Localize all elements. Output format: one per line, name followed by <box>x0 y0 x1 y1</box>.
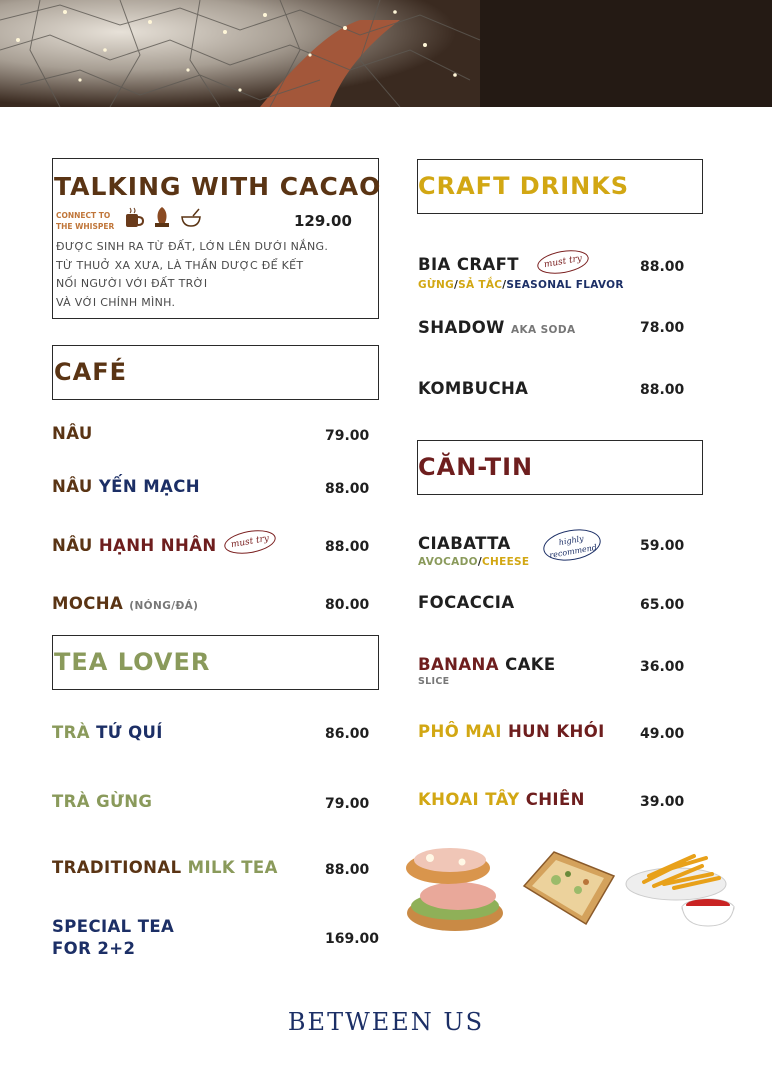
item-name-part: PHÔ MAI <box>418 722 502 741</box>
flavor-label: GỪNG <box>418 279 454 291</box>
craft-item-bia-craft: BIA CRAFT <box>418 255 519 274</box>
cacao-description <box>56 238 328 312</box>
cantin-item-khoai-tay-chien <box>418 790 585 809</box>
item-name-part: TỨ QUÍ <box>96 723 163 742</box>
cantin-item-focaccia-price: 65.00 <box>640 597 685 613</box>
cantin-item-banana-cake-sub: SLICE <box>418 676 450 687</box>
cacao-desc-line-2: TỪ THUỞ XA XƯA, LÀ THẦN DƯỢC ĐỂ KẾT <box>56 258 304 272</box>
brand-footer: BETWEEN US <box>287 1008 485 1036</box>
item-note: (NÓNG/ĐÁ) <box>129 600 199 612</box>
item-name-part: NÂU <box>52 477 93 496</box>
craft-item-shadow <box>418 318 576 337</box>
tea-item-special-tea <box>52 916 174 960</box>
bowl-whisk-icon <box>180 207 202 233</box>
hero-photo-net-lights <box>0 0 772 107</box>
cafe-item-mocha <box>52 594 198 613</box>
tea-item-tra-tu-qui <box>52 723 163 742</box>
cantin-item-pho-mai-hun-khoi-price: 49.00 <box>640 726 685 742</box>
item-name-part: TRÀ <box>52 723 90 742</box>
cacao-tagline-line-1: CONNECT TO <box>56 211 111 220</box>
cantin-item-khoai-tay-chien-price: 39.00 <box>640 794 685 810</box>
cacao-title: TALKING WITH CACAO <box>54 172 382 201</box>
cantin-item-ciabatta: CIABATTA <box>418 534 511 553</box>
cacao-desc-line-4: VÀ VỚI CHÍNH MÌNH. <box>56 295 176 309</box>
tea-item-tra-tu-qui-price: 86.00 <box>325 726 370 742</box>
item-note: AKA SODA <box>510 324 576 336</box>
craft-item-bia-craft-flavors: GỪNG/SẢ TẮC/SEASONAL FLAVOR <box>418 279 624 291</box>
cantin-item-pho-mai-hun-khoi <box>418 722 605 741</box>
flavor-label: SẢ TẮC <box>458 279 503 291</box>
item-name-part: CAKE <box>505 655 556 674</box>
cacao-desc-line-1: ĐƯỢC SINH RA TỪ ĐẤT, LỚN LÊN DƯỚI NẮNG. <box>56 240 329 253</box>
cacao-pod-icon <box>152 205 172 233</box>
item-name-part: SHADOW <box>418 318 505 337</box>
mug-icon <box>124 207 144 233</box>
item-name-part: MOCHA <box>52 594 124 613</box>
must-try-stamp: must try <box>222 527 277 558</box>
fries-illustration <box>624 848 738 934</box>
option-label: AVOCADO <box>418 556 478 568</box>
cantin-item-focaccia: FOCACCIA <box>418 593 515 612</box>
item-name-part: CHIÊN <box>525 790 585 809</box>
tea-item-tra-gung: TRÀ GỪNG <box>52 792 153 811</box>
cafe-title: CAFÉ <box>54 358 127 386</box>
item-name-part: TRADITIONAL <box>52 858 182 877</box>
item-name-line: FOR 2+2 <box>52 939 136 958</box>
cafe-item-nau-price: 79.00 <box>325 428 370 444</box>
item-name-part: MILK TEA <box>187 858 278 877</box>
cantin-item-ciabatta-options: AVOCADO/CHEESE <box>418 556 530 568</box>
cacao-tagline <box>56 210 114 232</box>
craft-item-kombucha-price: 88.00 <box>640 382 685 398</box>
cantin-item-banana-cake-price: 36.00 <box>640 659 685 675</box>
hero-illustration <box>0 0 772 107</box>
craft-item-bia-craft-price: 88.00 <box>640 259 685 275</box>
item-name-part: BANANA <box>418 655 499 674</box>
cafe-item-nau-yen-mach-price: 88.00 <box>325 481 370 497</box>
tea-item-tra-gung-price: 79.00 <box>325 796 370 812</box>
must-try-stamp: must try <box>535 247 590 278</box>
flavor-label: SEASONAL FLAVOR <box>506 279 624 291</box>
option-label: CHEESE <box>482 556 530 568</box>
item-name-part: YẾN MẠCH <box>98 477 200 496</box>
craft-item-shadow-price: 78.00 <box>640 320 685 336</box>
item-name-part: HẠNH NHÂN <box>98 536 217 555</box>
cafe-item-mocha-price: 80.00 <box>325 597 370 613</box>
tea-item-traditional-milk-tea <box>52 858 278 877</box>
cantin-item-banana-cake <box>418 655 556 674</box>
cacao-price: 129.00 <box>294 212 352 230</box>
item-name-part: NÂU <box>52 536 93 555</box>
cafe-item-nau: NÂU <box>52 424 93 443</box>
cafe-item-nau-hanh-nhan-price: 88.00 <box>325 539 370 555</box>
cafe-item-nau-yen-mach <box>52 477 200 496</box>
tea-item-traditional-milk-tea-price: 88.00 <box>325 862 370 878</box>
tea-item-special-tea-price: 169.00 <box>325 931 380 947</box>
item-name-part: KHOAI TÂY <box>418 790 520 809</box>
cacao-tagline-line-2: THE WHISPER <box>56 222 115 231</box>
tea-title: TEA LOVER <box>54 648 211 676</box>
highly-recommend-stamp: highly recommend <box>541 525 603 565</box>
cafe-item-nau-hanh-nhan <box>52 536 217 555</box>
cacao-desc-line-3: NỐI NGƯỜI VỚI ĐẤT TRỜI <box>56 277 208 290</box>
cantin-item-ciabatta-price: 59.00 <box>640 538 685 554</box>
focaccia-illustration <box>516 846 620 934</box>
ciabatta-sandwich-illustration <box>400 838 510 942</box>
item-name-part: HUN KHÓI <box>507 722 605 741</box>
craft-title: CRAFT DRINKS <box>418 172 630 200</box>
item-name-line: SPECIAL TEA <box>52 917 175 936</box>
cantin-title: CĂN-TIN <box>418 453 534 481</box>
craft-item-kombucha: KOMBUCHA <box>418 379 529 398</box>
